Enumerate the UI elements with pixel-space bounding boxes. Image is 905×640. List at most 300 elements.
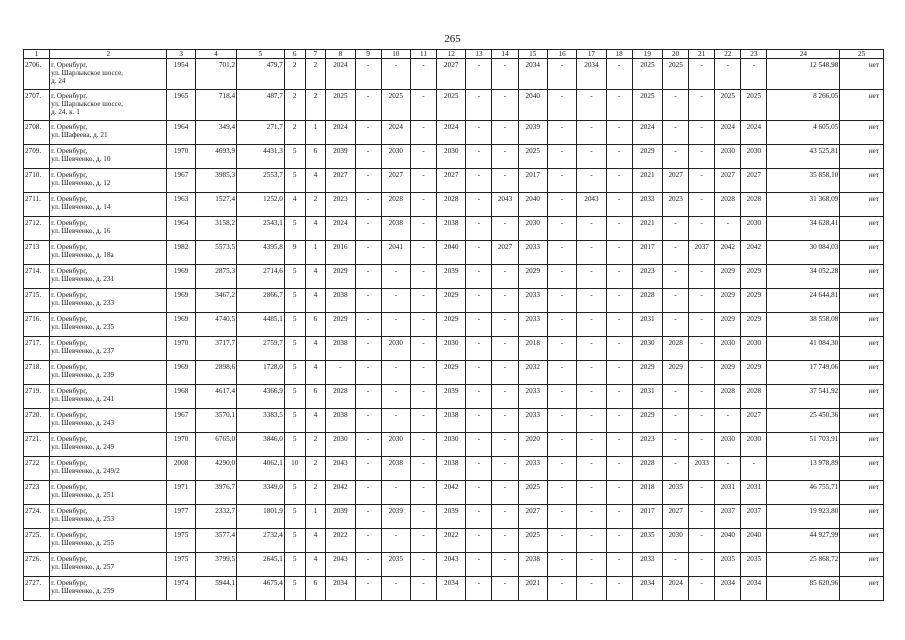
cell-a1: 6765,0 — [195, 433, 236, 457]
cell-c19: 2023 — [632, 433, 662, 457]
cell-c21: - — [689, 217, 715, 241]
cell-year: 1964 — [167, 217, 195, 241]
cell-c13: - — [466, 361, 492, 385]
cell-a2: 1252,0 — [237, 193, 285, 217]
cell-entr: 2 — [305, 481, 326, 505]
address-line: ул. Шевченко, д. 233 — [51, 299, 115, 307]
cell-addr — [50, 577, 167, 601]
cell-no: 2717. — [24, 337, 50, 361]
cell-c23: 2035 — [741, 553, 767, 577]
cell-c14: - — [492, 529, 518, 553]
cell-c21: - — [689, 121, 715, 145]
cell-c21: - — [689, 361, 715, 385]
cell-c13: - — [466, 193, 492, 217]
cell-c19: 2035 — [632, 529, 662, 553]
column-header: 16 — [547, 50, 576, 59]
cell-c18: - — [606, 409, 632, 433]
address-line: г. Оренбург, — [51, 123, 88, 131]
cell-c14: - — [492, 385, 518, 409]
cell-c25: нет — [840, 289, 884, 313]
cell-c16: - — [547, 433, 576, 457]
table-row — [24, 433, 884, 457]
address-line: д. 24 — [51, 77, 66, 85]
cell-c10: - — [381, 361, 410, 385]
cell-c11: - — [410, 385, 436, 409]
cell-c12: 2030 — [437, 433, 466, 457]
cell-c18: - — [606, 433, 632, 457]
column-header: 13 — [466, 50, 492, 59]
cell-c13: - — [466, 433, 492, 457]
cell-c17: 2034 — [577, 59, 606, 90]
address-line: ул. Шевченко, д. 241 — [51, 395, 115, 403]
cell-c23: 2030 — [741, 337, 767, 361]
cell-c11: - — [410, 265, 436, 289]
column-header: 25 — [840, 50, 884, 59]
cell-c12: 2029 — [437, 289, 466, 313]
cell-c19: 2021 — [632, 217, 662, 241]
cell-c13: - — [466, 409, 492, 433]
cell-c13: - — [466, 337, 492, 361]
cell-c9: - — [355, 481, 381, 505]
cell-c19: 2021 — [632, 169, 662, 193]
cell-c15: 2025 — [518, 481, 547, 505]
cell-c12: 2024 — [437, 121, 466, 145]
cell-year: 1975 — [167, 553, 195, 577]
column-header: 14 — [492, 50, 518, 59]
cell-c21: - — [689, 433, 715, 457]
cell-c19: 2017 — [632, 241, 662, 265]
cell-sum: 35 858,10 — [767, 169, 840, 193]
cell-floors: 4 — [284, 193, 305, 217]
cell-c15: 2033 — [518, 385, 547, 409]
cell-addr — [50, 145, 167, 169]
cell-c16: - — [547, 241, 576, 265]
cell-c20: - — [663, 385, 689, 409]
cell-entr: 2 — [305, 433, 326, 457]
cell-c21: - — [689, 337, 715, 361]
cell-c19: 2023 — [632, 265, 662, 289]
cell-addr — [50, 481, 167, 505]
cell-c25: нет — [840, 505, 884, 529]
cell-c21: - — [689, 553, 715, 577]
cell-c11: - — [410, 241, 436, 265]
cell-c15: 2017 — [518, 169, 547, 193]
cell-c18: - — [606, 505, 632, 529]
cell-c8: 2023 — [326, 193, 355, 217]
cell-c20: - — [663, 553, 689, 577]
cell-c22: 2025 — [715, 90, 741, 121]
cell-c16: - — [547, 289, 576, 313]
cell-c12: 2038 — [437, 457, 466, 481]
cell-c11: - — [410, 529, 436, 553]
cell-addr — [50, 409, 167, 433]
cell-c10: 2027 — [381, 169, 410, 193]
cell-c8: 2016 — [326, 241, 355, 265]
address-line: ул. Шевченко, д. 237 — [51, 347, 115, 355]
table-row — [24, 457, 884, 481]
cell-c22: 2029 — [715, 265, 741, 289]
cell-c22: 2037 — [715, 505, 741, 529]
cell-c8: 2042 — [326, 481, 355, 505]
cell-floors: 9 — [284, 241, 305, 265]
table-row — [24, 361, 884, 385]
cell-c15: 2027 — [518, 505, 547, 529]
cell-c13: - — [466, 577, 492, 601]
cell-c20: - — [663, 433, 689, 457]
cell-c18: - — [606, 385, 632, 409]
cell-c20: - — [663, 90, 689, 121]
table-row — [24, 121, 884, 145]
cell-c21: - — [689, 289, 715, 313]
cell-c16: - — [547, 265, 576, 289]
cell-no: 2712. — [24, 217, 50, 241]
cell-a1: 718,4 — [195, 90, 236, 121]
cell-sum: 30 084,03 — [767, 241, 840, 265]
cell-c9: - — [355, 409, 381, 433]
cell-a1: 3717,7 — [195, 337, 236, 361]
cell-c20: 2027 — [663, 169, 689, 193]
cell-c17: - — [577, 289, 606, 313]
cell-c12: 2040 — [437, 241, 466, 265]
cell-c23: 2030 — [741, 145, 767, 169]
cell-c20: 2023 — [663, 193, 689, 217]
cell-c9: - — [355, 313, 381, 337]
cell-sum: 4 605,05 — [767, 121, 840, 145]
cell-a2: 3349,0 — [237, 481, 285, 505]
cell-year: 1964 — [167, 121, 195, 145]
cell-no: 2727. — [24, 577, 50, 601]
cell-c23: 2042 — [741, 241, 767, 265]
address-line: ул. Шевченко, д. 16 — [51, 227, 111, 235]
cell-a2: 2553,7 — [237, 169, 285, 193]
cell-a1: 3976,7 — [195, 481, 236, 505]
column-header: 6 — [284, 50, 305, 59]
cell-c11: - — [410, 169, 436, 193]
cell-c20: - — [663, 457, 689, 481]
cell-c15: 2030 — [518, 217, 547, 241]
cell-c14: - — [492, 457, 518, 481]
cell-addr — [50, 121, 167, 145]
cell-c13: - — [466, 481, 492, 505]
cell-c16: - — [547, 313, 576, 337]
cell-c15: 2018 — [518, 337, 547, 361]
column-header: 5 — [237, 50, 285, 59]
cell-c9: - — [355, 385, 381, 409]
cell-addr — [50, 337, 167, 361]
cell-c17: - — [577, 505, 606, 529]
cell-entr: 4 — [305, 409, 326, 433]
address-line: ул. Шевченко, д. 249 — [51, 443, 115, 451]
cell-c11: - — [410, 90, 436, 121]
cell-c15: 2020 — [518, 433, 547, 457]
table-row — [24, 409, 884, 433]
cell-floors: 2 — [284, 121, 305, 145]
cell-c25: нет — [840, 481, 884, 505]
cell-c14: 2027 — [492, 241, 518, 265]
cell-c10: - — [381, 265, 410, 289]
cell-c18: - — [606, 337, 632, 361]
cell-addr — [50, 457, 167, 481]
column-header: 21 — [689, 50, 715, 59]
cell-c20: 2029 — [663, 361, 689, 385]
column-header: 9 — [355, 50, 381, 59]
cell-c16: - — [547, 121, 576, 145]
cell-c8: 2030 — [326, 433, 355, 457]
cell-c19: 2025 — [632, 59, 662, 90]
cell-a2: 4675,4 — [237, 577, 285, 601]
cell-c14: - — [492, 169, 518, 193]
cell-sum: 43 525,81 — [767, 145, 840, 169]
cell-c25: нет — [840, 409, 884, 433]
cell-c9: - — [355, 169, 381, 193]
cell-c22: - — [715, 409, 741, 433]
cell-entr: 4 — [305, 169, 326, 193]
cell-year: 2008 — [167, 457, 195, 481]
cell-c10: - — [381, 409, 410, 433]
cell-c14: - — [492, 90, 518, 121]
cell-c20: - — [663, 289, 689, 313]
cell-c16: - — [547, 217, 576, 241]
cell-c10: - — [381, 59, 410, 90]
cell-c10: 2024 — [381, 121, 410, 145]
cell-c23: - — [741, 457, 767, 481]
cell-c17: - — [577, 265, 606, 289]
cell-no: 2714. — [24, 265, 50, 289]
cell-a2: 479,7 — [237, 59, 285, 90]
address-line: ул. Шевченко, д. 249/2 — [51, 467, 120, 475]
cell-c16: - — [547, 59, 576, 90]
cell-year: 1970 — [167, 337, 195, 361]
address-line: г. Оренбург, — [51, 555, 88, 563]
address-line: г. Оренбург, — [51, 61, 88, 69]
cell-entr: 2 — [305, 457, 326, 481]
cell-sum: 34 052,28 — [767, 265, 840, 289]
cell-c13: - — [466, 529, 492, 553]
cell-c14: - — [492, 433, 518, 457]
cell-a2: 4062,1 — [237, 457, 285, 481]
cell-floors: 5 — [284, 217, 305, 241]
cell-c25: нет — [840, 385, 884, 409]
cell-floors: 5 — [284, 385, 305, 409]
cell-c22: 2042 — [715, 241, 741, 265]
cell-c21: - — [689, 505, 715, 529]
cell-c21: - — [689, 169, 715, 193]
cell-a1: 5573,5 — [195, 241, 236, 265]
cell-c19: 2028 — [632, 289, 662, 313]
cell-a2: 4366,9 — [237, 385, 285, 409]
table-row — [24, 241, 884, 265]
cell-c15: 2038 — [518, 553, 547, 577]
cell-c11: - — [410, 361, 436, 385]
table-row — [24, 193, 884, 217]
cell-year: 1970 — [167, 433, 195, 457]
cell-sum: 31 368,09 — [767, 193, 840, 217]
cell-c11: - — [410, 193, 436, 217]
cell-c16: - — [547, 529, 576, 553]
cell-addr — [50, 553, 167, 577]
cell-a1: 4617,4 — [195, 385, 236, 409]
cell-a2: 2714,6 — [237, 265, 285, 289]
cell-no: 2726. — [24, 553, 50, 577]
address-line: ул. Шевченко, д. 253 — [51, 515, 115, 523]
cell-addr — [50, 313, 167, 337]
table-row — [24, 145, 884, 169]
cell-c18: - — [606, 553, 632, 577]
cell-c23: 2031 — [741, 481, 767, 505]
cell-c9: - — [355, 217, 381, 241]
cell-c23: - — [741, 59, 767, 90]
address-line: г. Оренбург, — [51, 531, 88, 539]
cell-entr: 4 — [305, 217, 326, 241]
cell-addr — [50, 361, 167, 385]
cell-no: 2709. — [24, 145, 50, 169]
cell-c15: 2021 — [518, 577, 547, 601]
cell-sum: 17 749,06 — [767, 361, 840, 385]
cell-a1: 2332,7 — [195, 505, 236, 529]
cell-c14: - — [492, 409, 518, 433]
cell-c22: 2034 — [715, 577, 741, 601]
table-row — [24, 313, 884, 337]
column-header: 15 — [518, 50, 547, 59]
cell-c25: нет — [840, 59, 884, 90]
cell-floors: 5 — [284, 577, 305, 601]
cell-year: 1954 — [167, 59, 195, 90]
address-line: ул. Шевченко, д. 257 — [51, 563, 115, 571]
column-header: 23 — [741, 50, 767, 59]
cell-c20: - — [663, 313, 689, 337]
cell-c17: - — [577, 409, 606, 433]
cell-c9: - — [355, 529, 381, 553]
cell-c19: 2031 — [632, 313, 662, 337]
cell-c16: - — [547, 385, 576, 409]
address-line: г. Оренбург, — [51, 579, 88, 587]
cell-c20: - — [663, 241, 689, 265]
cell-addr — [50, 193, 167, 217]
cell-a1: 4740,5 — [195, 313, 236, 337]
cell-c9: - — [355, 337, 381, 361]
cell-c20: - — [663, 265, 689, 289]
column-header: 19 — [632, 50, 662, 59]
column-header: 4 — [195, 50, 236, 59]
table-row — [24, 553, 884, 577]
address-line: ул. Шарлыкское шоссе, — [51, 69, 123, 77]
cell-c14: - — [492, 505, 518, 529]
cell-c25: нет — [840, 193, 884, 217]
cell-c17: - — [577, 241, 606, 265]
cell-c14: - — [492, 337, 518, 361]
cell-c15: 2033 — [518, 289, 547, 313]
address-line: г. Оренбург, — [51, 195, 88, 203]
cell-c21: 2037 — [689, 241, 715, 265]
address-line: ул. Шевченко, д. 255 — [51, 539, 115, 547]
cell-a2: 2759,7 — [237, 337, 285, 361]
cell-c19: 2031 — [632, 385, 662, 409]
cell-c22: 2029 — [715, 313, 741, 337]
cell-c12: 2038 — [437, 217, 466, 241]
cell-c22: 2029 — [715, 361, 741, 385]
column-header: 8 — [326, 50, 355, 59]
cell-c16: - — [547, 193, 576, 217]
cell-sum: 24 644,81 — [767, 289, 840, 313]
cell-no: 2716. — [24, 313, 50, 337]
cell-c10: 2038 — [381, 457, 410, 481]
cell-c10: - — [381, 529, 410, 553]
cell-entr: 6 — [305, 145, 326, 169]
cell-c25: нет — [840, 145, 884, 169]
cell-a1: 5944,1 — [195, 577, 236, 601]
table-row — [24, 505, 884, 529]
cell-c21: - — [689, 145, 715, 169]
cell-c8: - — [326, 361, 355, 385]
cell-year: 1969 — [167, 313, 195, 337]
cell-sum: 19 923,80 — [767, 505, 840, 529]
cell-c9: - — [355, 59, 381, 90]
cell-c8: 2039 — [326, 505, 355, 529]
cell-c16: - — [547, 90, 576, 121]
cell-c8: 2038 — [326, 409, 355, 433]
address-line: г. Оренбург, — [51, 387, 88, 395]
cell-c10: 2028 — [381, 193, 410, 217]
cell-a1: 2875,3 — [195, 265, 236, 289]
cell-a2: 3846,0 — [237, 433, 285, 457]
cell-c8: 2024 — [326, 59, 355, 90]
address-line: ул. Шафеева, д. 21 — [51, 131, 108, 139]
cell-sum: 85 620,96 — [767, 577, 840, 601]
table-row — [24, 265, 884, 289]
cell-a1: 4290,0 — [195, 457, 236, 481]
cell-c8: 2029 — [326, 313, 355, 337]
cell-c22: - — [715, 217, 741, 241]
cell-floors: 5 — [284, 505, 305, 529]
cell-c18: - — [606, 265, 632, 289]
cell-c13: - — [466, 553, 492, 577]
cell-c19: 2025 — [632, 90, 662, 121]
cell-c11: - — [410, 337, 436, 361]
table-row — [24, 481, 884, 505]
cell-c23: 2028 — [741, 385, 767, 409]
cell-c20: 2024 — [663, 577, 689, 601]
cell-c17: - — [577, 169, 606, 193]
cell-c20: 2027 — [663, 505, 689, 529]
cell-addr — [50, 265, 167, 289]
cell-c8: 2034 — [326, 577, 355, 601]
cell-c16: - — [547, 169, 576, 193]
cell-year: 1982 — [167, 241, 195, 265]
cell-entr: 6 — [305, 577, 326, 601]
address-line: г. Оренбург, — [51, 267, 88, 275]
cell-sum: 12 548,98 — [767, 59, 840, 90]
cell-c21: 2033 — [689, 457, 715, 481]
cell-year: 1970 — [167, 145, 195, 169]
cell-c12: 2025 — [437, 90, 466, 121]
cell-year: 1975 — [167, 529, 195, 553]
cell-c16: - — [547, 145, 576, 169]
table-row — [24, 217, 884, 241]
cell-c20: - — [663, 145, 689, 169]
cell-c9: - — [355, 505, 381, 529]
cell-c15: 2040 — [518, 90, 547, 121]
cell-c25: нет — [840, 337, 884, 361]
cell-entr: 4 — [305, 361, 326, 385]
cell-a1: 3799,5 — [195, 553, 236, 577]
cell-c11: - — [410, 505, 436, 529]
cell-c21: - — [689, 481, 715, 505]
cell-addr — [50, 529, 167, 553]
cell-c22: 2027 — [715, 169, 741, 193]
cell-addr — [50, 90, 167, 121]
cell-c23: 2025 — [741, 90, 767, 121]
cell-c10: 2041 — [381, 241, 410, 265]
